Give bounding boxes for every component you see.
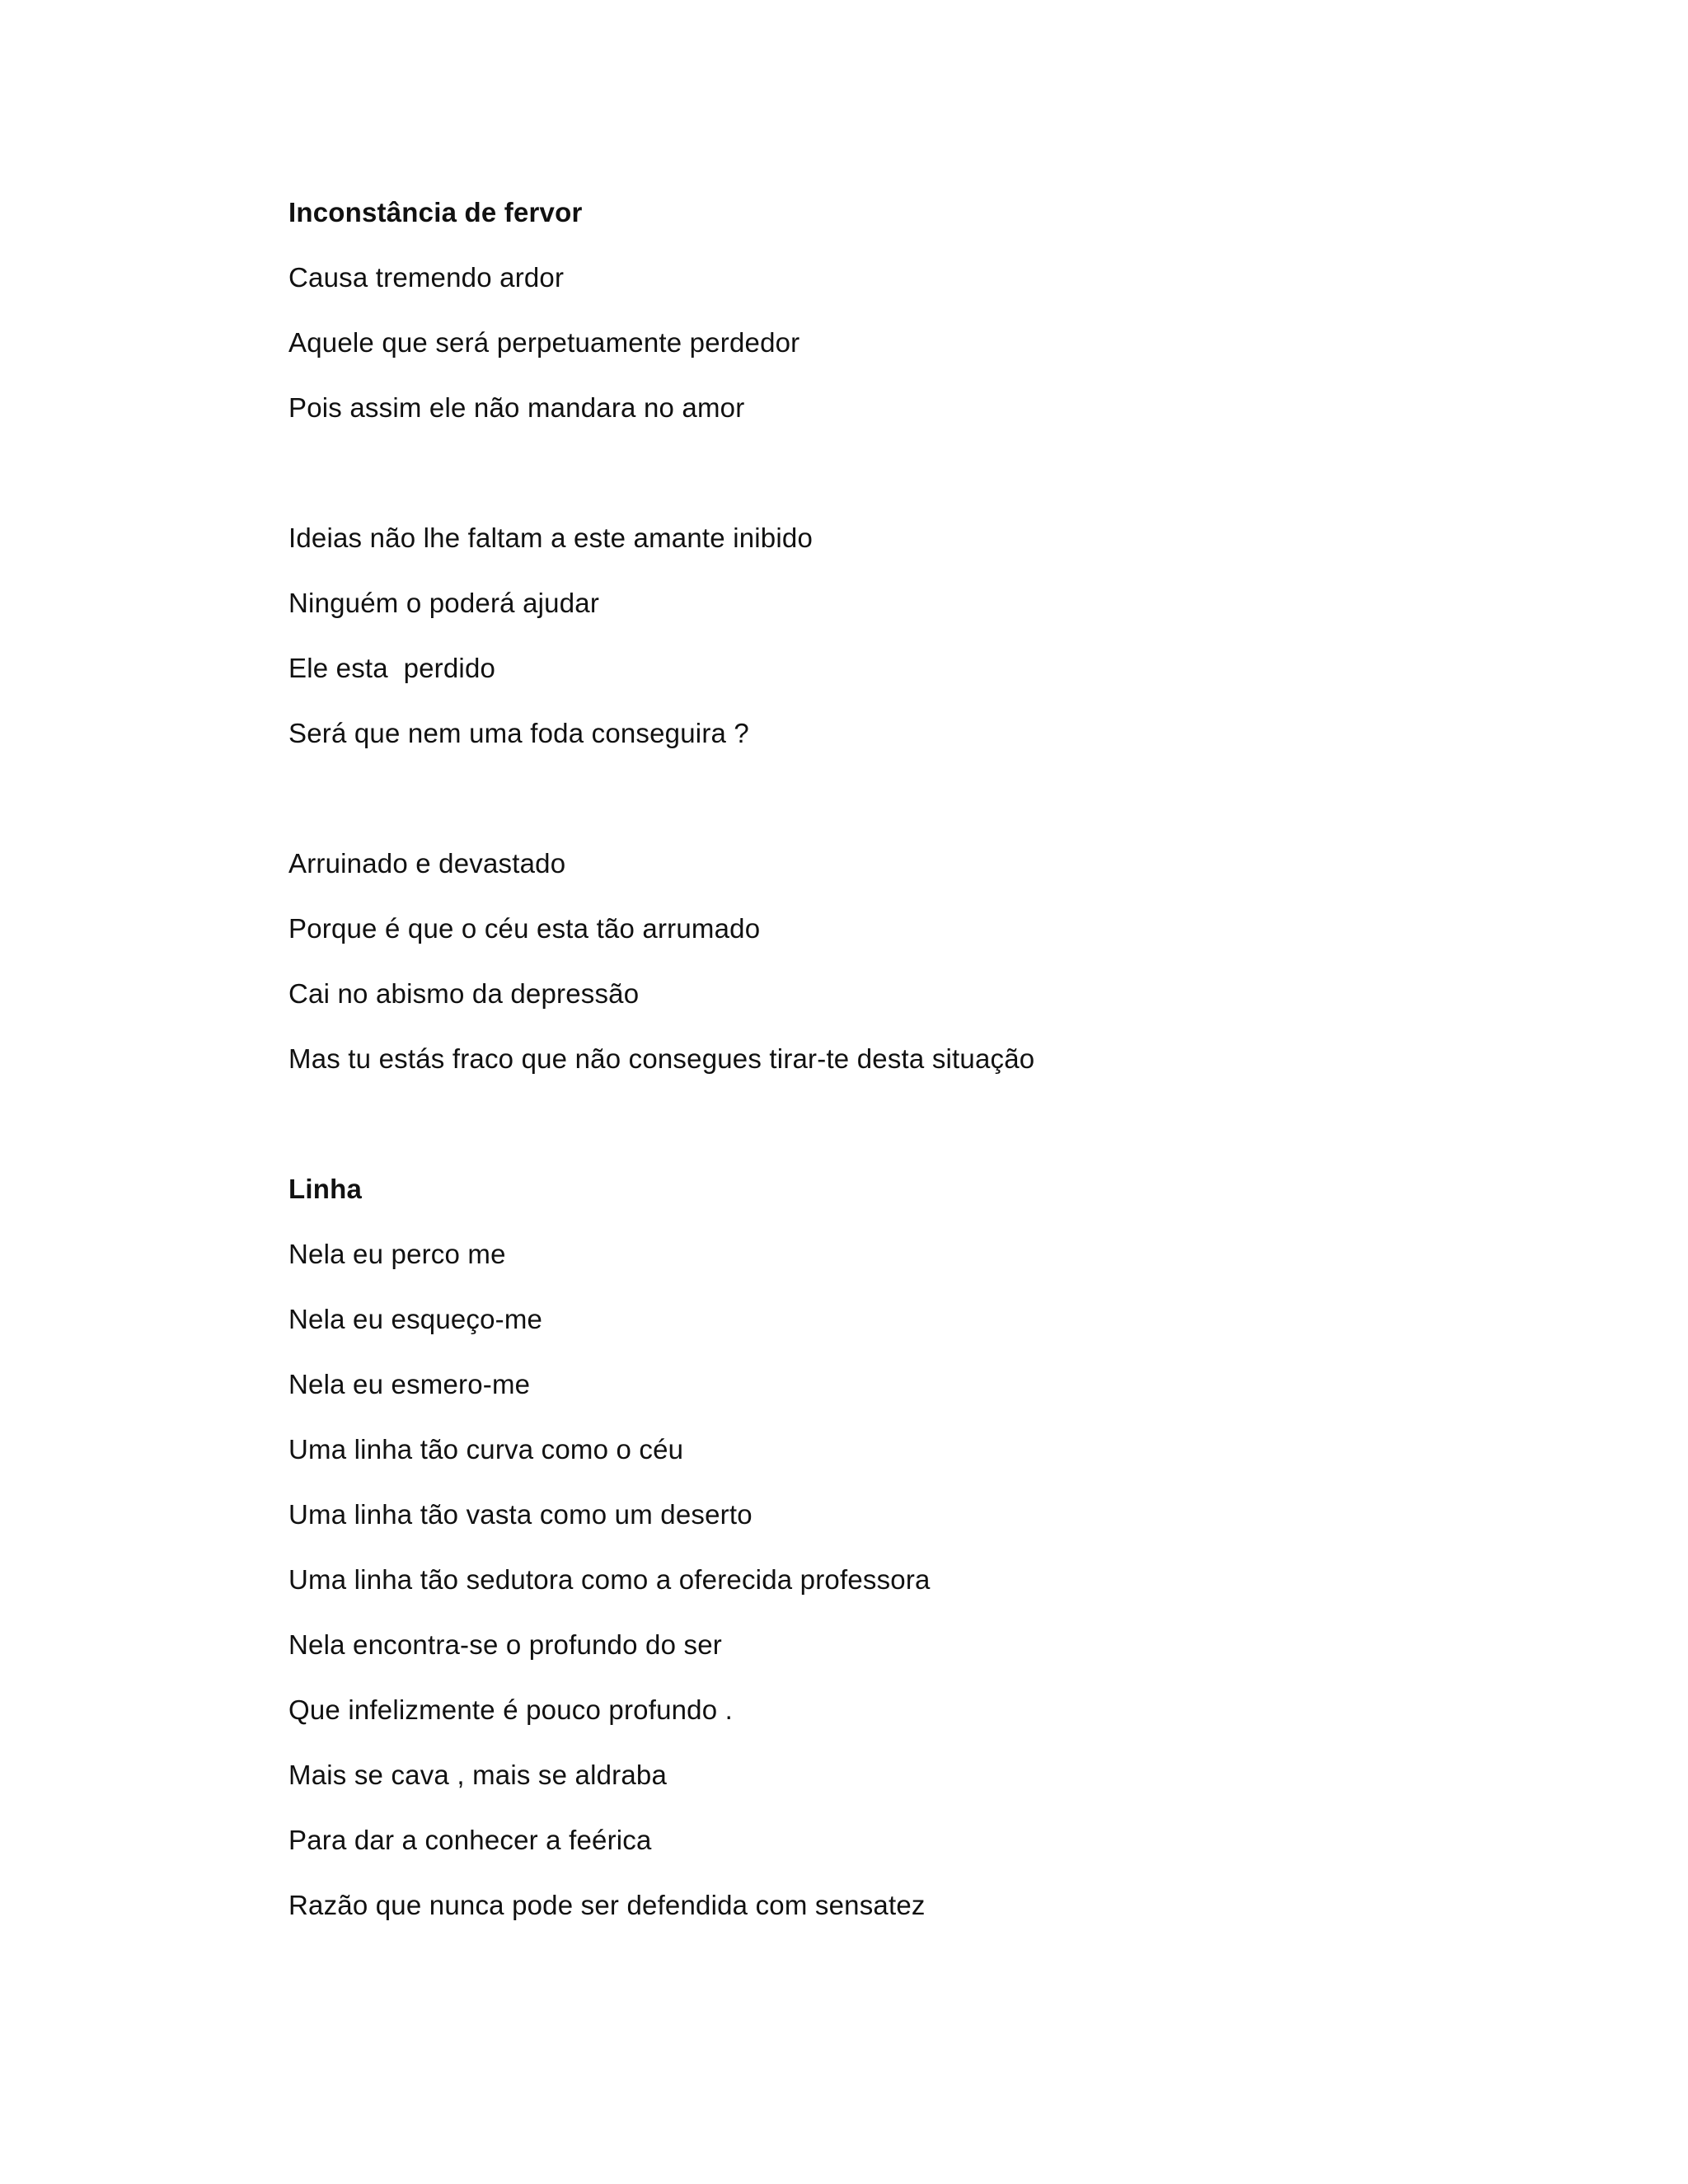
poem-line: Mais se cava , mais se aldraba	[288, 1760, 668, 1790]
stanza-break	[288, 440, 1442, 505]
poem-line: Cai no abismo da depressão	[288, 978, 640, 1009]
poem-line: Nela encontra-se o profundo do ser	[288, 1629, 722, 1660]
poem-title: Linha	[288, 1174, 362, 1204]
poem-line: Uma linha tão curva como o céu	[288, 1434, 684, 1465]
poem-line: Ninguém o poderá ajudar	[288, 588, 600, 618]
poem-line: Que infelizmente é pouco profundo .	[288, 1694, 734, 1725]
poem-line: Para dar a conhecer a feérica	[288, 1825, 652, 1855]
poem-line: Será que nem uma foda conseguira ?	[288, 718, 749, 748]
poem-line: Nela eu esqueço-me	[288, 1304, 543, 1334]
poem-line: Aquele que será perpetuamente perdedor	[288, 327, 800, 358]
poem-title: Inconstância de fervor	[288, 197, 583, 227]
poem-line: Nela eu perco me	[288, 1239, 506, 1269]
document-body	[288, 180, 1442, 1938]
poem-line: Ele esta perdido	[288, 653, 496, 683]
poem-line: Uma linha tão vasta como um deserto	[288, 1499, 753, 1530]
poem-line: Nela eu esmero-me	[288, 1369, 531, 1399]
poem-line: Arruinado e devastado	[288, 848, 566, 879]
poem-line: Uma linha tão sedutora como a oferecida professora	[288, 1564, 931, 1595]
poem-line: Causa tremendo ardor	[288, 262, 565, 293]
poem-line: Ideias não lhe faltam a este amante inibido	[288, 523, 814, 553]
stanza-break	[288, 766, 1442, 831]
poem-line: Mas tu estás fraco que não consegues tirar-te desta situação	[288, 1043, 1035, 1074]
poem-line: Pois assim ele não mandara no amor	[288, 392, 745, 423]
poem-line: Porque é que o céu esta tão arrumado	[288, 913, 761, 944]
poem-line: Razão que nunca pode ser defendida com sensatez	[288, 1890, 926, 1920]
stanza-break	[288, 1091, 1442, 1156]
